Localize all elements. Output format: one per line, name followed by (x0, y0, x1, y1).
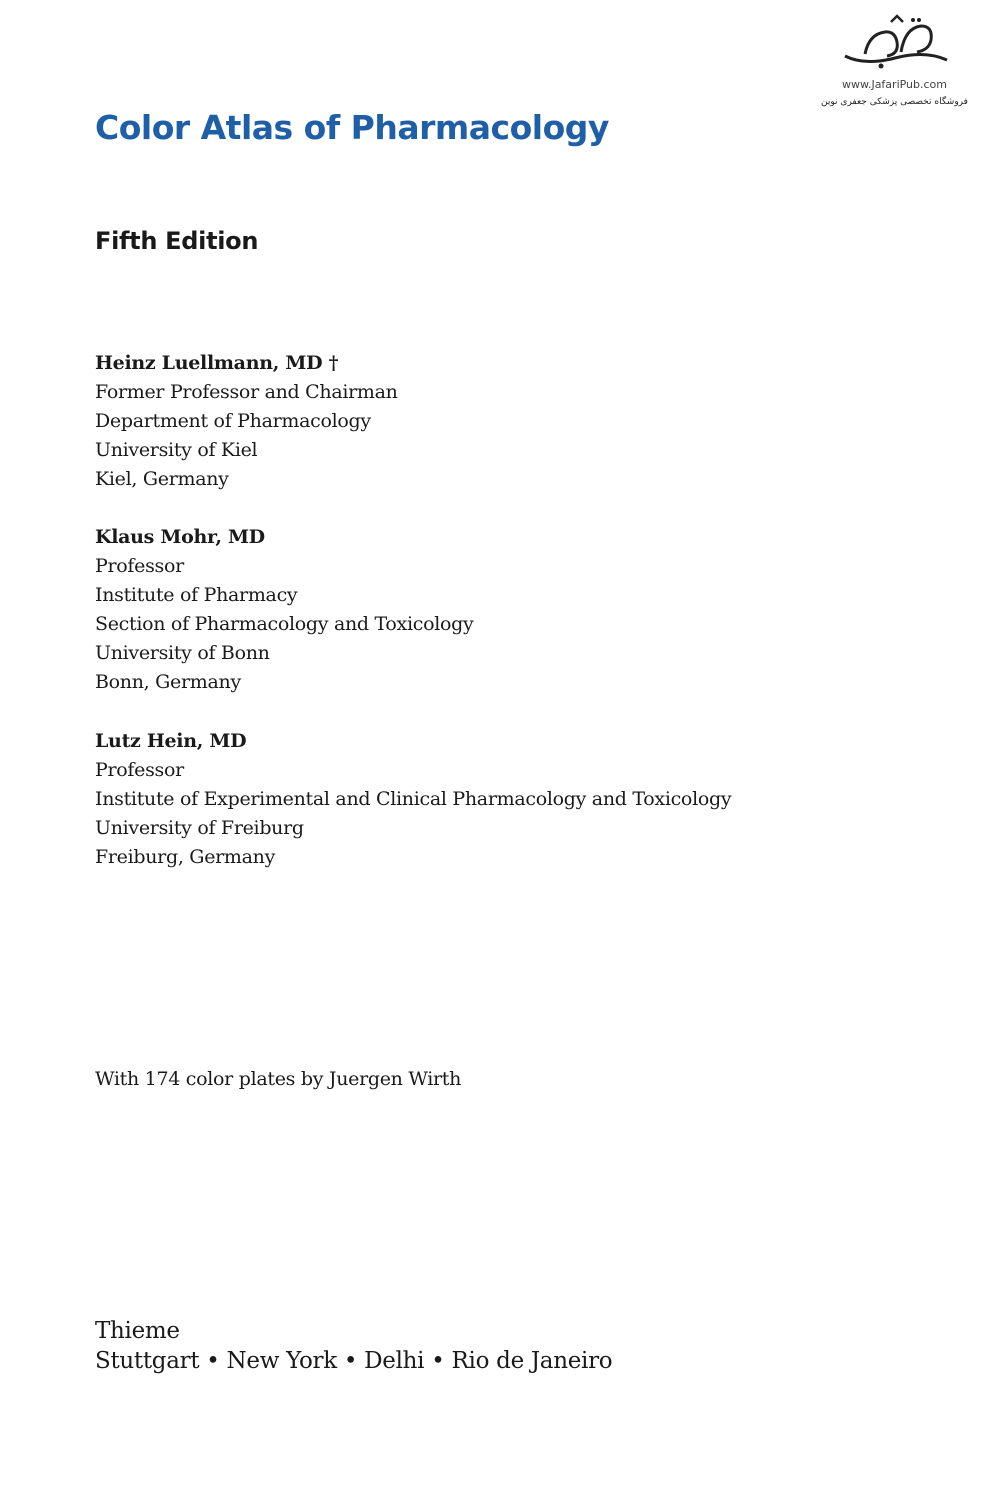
book-edition: Fifth Edition (95, 227, 259, 255)
author-name: Klaus Mohr, MD (95, 526, 265, 548)
author-affiliation-line: Department of Pharmacology (95, 410, 371, 432)
author-affiliation-line: Former Professor and Chairman (95, 381, 398, 403)
illustration-credit: With 174 color plates by Juergen Wirth (95, 1068, 462, 1090)
author-block (95, 727, 731, 872)
publisher-cities: Stuttgart • New York • Delhi • Rio de Janeiro (95, 1348, 613, 1374)
author-affiliation-line: Professor (95, 555, 184, 577)
watermark-persian-text: فروشگاه تخصصی پزشکی جعفری نوین (821, 97, 968, 107)
author-affiliation-line: Freiburg, Germany (95, 846, 276, 868)
author-affiliation-line: University of Bonn (95, 642, 270, 664)
book-title: Color Atlas of Pharmacology (95, 108, 609, 147)
publisher-name: Thieme (95, 1318, 180, 1344)
watermark-site: www.JafariPub.com (841, 78, 948, 91)
watermark (812, 14, 977, 114)
author-affiliation-line: University of Kiel (95, 439, 258, 461)
publisher-block (95, 1316, 612, 1376)
author-affiliation-line: Institute of Experimental and Clinical Pharmacology and Toxicology (95, 788, 732, 810)
author-affiliation-line: Kiel, Germany (95, 468, 229, 490)
author-name: Lutz Hein, MD (95, 730, 247, 752)
author-affiliation-line: Section of Pharmacology and Toxicology (95, 613, 474, 635)
author-affiliation-line: Professor (95, 759, 184, 781)
author-affiliation-line: Bonn, Germany (95, 671, 241, 693)
author-block (95, 349, 398, 494)
publisher-logo-icon (835, 14, 955, 74)
author-affiliation-line: Institute of Pharmacy (95, 584, 298, 606)
author-block (95, 523, 473, 697)
author-name: Heinz Luellmann, MD † (95, 352, 339, 374)
author-affiliation-line: University of Freiburg (95, 817, 304, 839)
